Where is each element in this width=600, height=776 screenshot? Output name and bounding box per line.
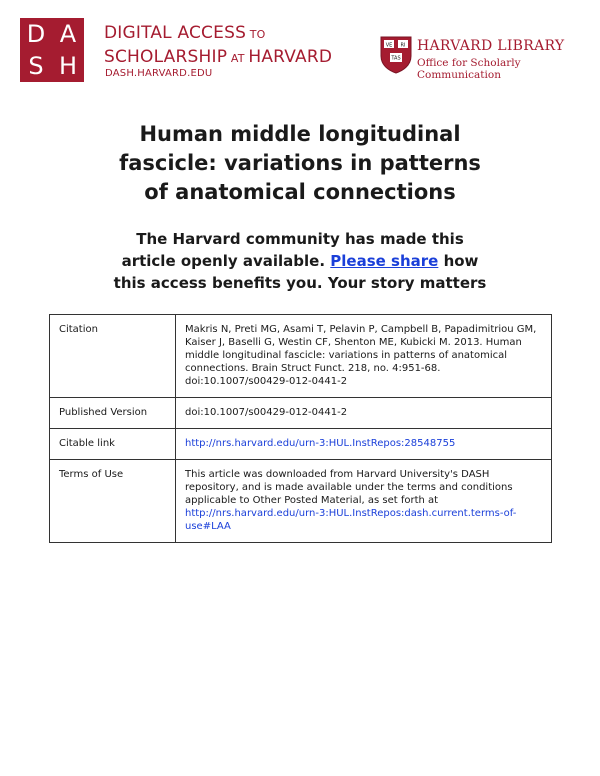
dash-title-to: TO xyxy=(246,28,266,41)
published-version-value: doi:10.1007/s00429-012-0441-2 xyxy=(176,398,552,429)
article-title-line: fascicle: variations in patterns xyxy=(119,151,481,175)
harvard-shield-icon xyxy=(380,36,412,74)
shield-text-tas: TAS xyxy=(391,55,401,62)
article-title-line: Human middle longitudinal xyxy=(139,122,461,146)
library-subtitle: Office for Scholarly Communication xyxy=(417,57,521,81)
share-message-line2: article openly available. xyxy=(121,252,331,270)
table-row-citable-link xyxy=(50,429,552,460)
dash-logo-letter: S xyxy=(28,52,44,80)
table-row-citation xyxy=(50,315,552,398)
shield-text-ve: VE xyxy=(385,42,393,49)
please-share-link[interactable]: Please share xyxy=(330,252,439,270)
article-title xyxy=(100,120,500,207)
dash-title-line2: SCHOLARSHIP xyxy=(104,47,228,67)
article-title-line: of anatomical connections xyxy=(144,180,456,204)
dash-url[interactable]: DASH.HARVARD.EDU xyxy=(105,68,213,79)
terms-of-use-cell xyxy=(176,460,552,543)
dash-logo-letter: H xyxy=(58,52,78,80)
dash-logo-letter: D xyxy=(26,20,46,48)
table-row-published-version xyxy=(50,398,552,429)
dash-title-at: AT xyxy=(227,52,249,65)
terms-of-use-link[interactable]: http://nrs.harvard.edu/urn-3:HUL.InstRepos:dash.current.terms-of-use#LAA xyxy=(185,508,517,532)
table-row-terms-of-use xyxy=(50,460,552,543)
share-message-how: how xyxy=(438,252,479,270)
dash-title-harvard: HARVARD xyxy=(248,47,333,67)
citable-link-cell xyxy=(176,429,552,460)
dash-title-line1: DIGITAL ACCESS xyxy=(104,23,247,43)
dash-logo-letter: A xyxy=(59,20,77,48)
share-message xyxy=(100,228,500,294)
terms-of-use-text: This article was downloaded from Harvard University's DASH repository, and is made available under the terms and conditions applicable to Other Posted Material, as set forth at xyxy=(185,469,513,506)
dash-title xyxy=(104,22,332,70)
citable-link[interactable]: http://nrs.harvard.edu/urn-3:HUL.InstRepos:28548755 xyxy=(185,438,456,449)
published-version-label: Published Version xyxy=(50,398,176,429)
dash-logo xyxy=(20,18,84,82)
citation-label: Citation xyxy=(50,315,176,398)
citation-value: Makris N, Preti MG, Asami T, Pelavin P, Campbell B, Papadimitriou GM, Kaiser J, Baselli G, Westin CF, Shenton ME, Kubicki M. 2013. Human middle longitudinal fascicle: variations in patterns of anatomical connections. Brain Struct Funct. 218, no. 4:951-68. doi:10.1007/s00429-012-0441-2 xyxy=(176,315,552,398)
shield-text-ri: RI xyxy=(400,42,406,49)
terms-of-use-label: Terms of Use xyxy=(50,460,176,543)
share-message-line3: this access benefits you. Your story matters xyxy=(113,274,487,292)
citable-link-label: Citable link xyxy=(50,429,176,460)
library-title: HARVARD LIBRARY xyxy=(417,38,565,54)
share-message-line1: The Harvard community has made this xyxy=(136,230,464,248)
metadata-table xyxy=(49,314,552,543)
